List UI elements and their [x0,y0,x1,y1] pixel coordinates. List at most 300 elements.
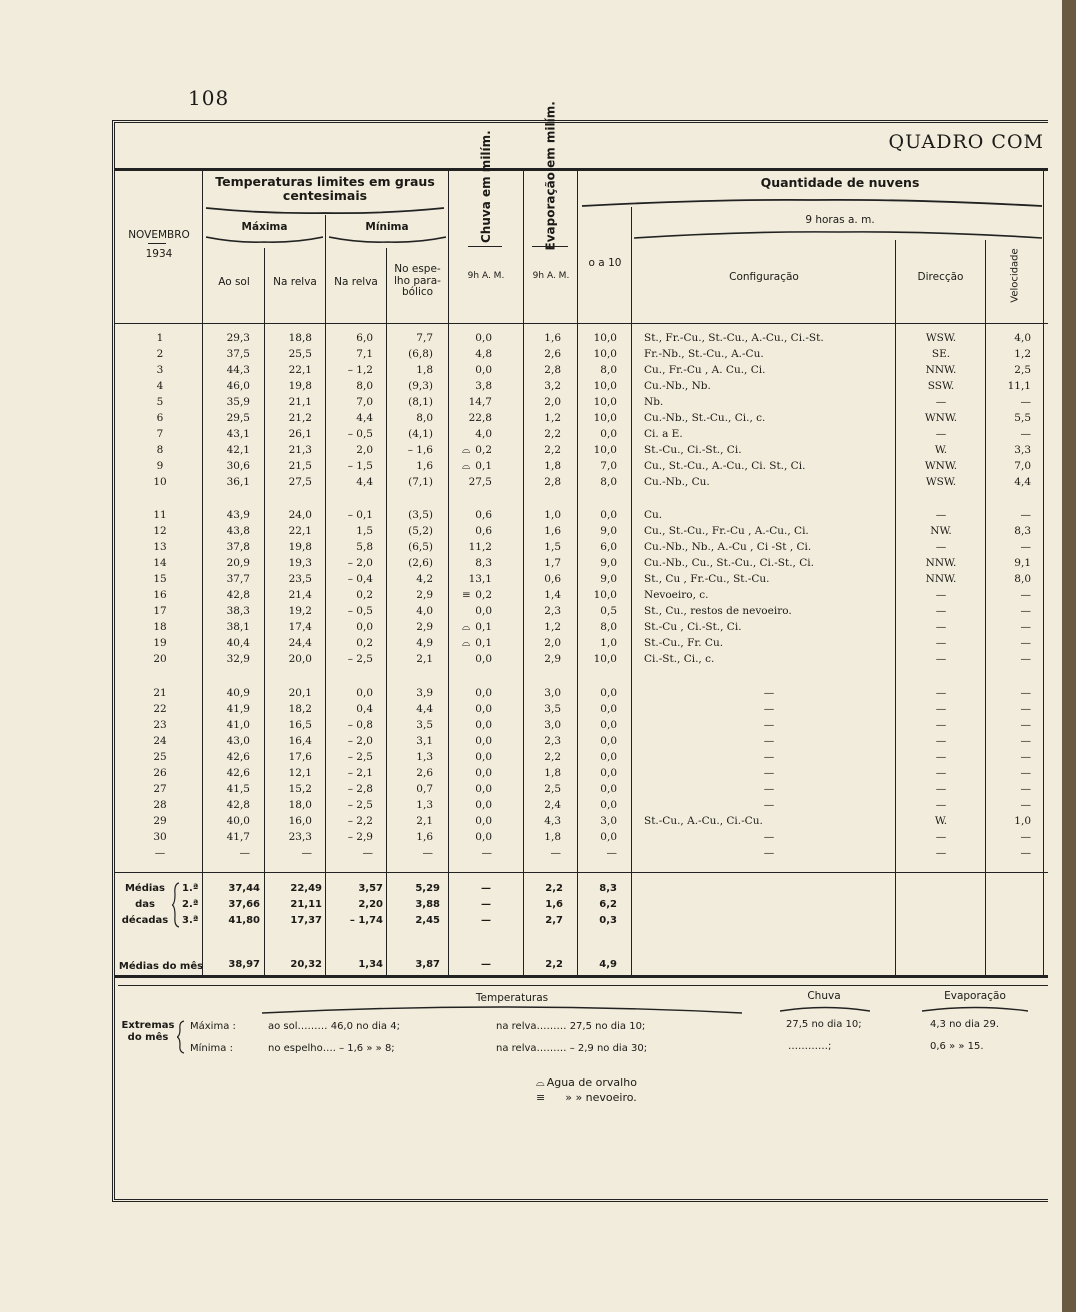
cell-n: 0,0 [600,735,617,747]
max-evaporacao: 4,3 no dia 29. [930,1019,1000,1030]
cell-rm: 19,8 [288,541,312,553]
cell-dir: WNW. [924,460,958,472]
legend-nevoeiro-text: » » nevoeiro. [565,1091,637,1104]
col-rule [448,168,449,975]
espelho-header: No espe- lho para- bólico [394,263,441,299]
cell-rn: – 0,1 [347,509,373,521]
cell-c: 0,0 [475,767,492,779]
cell-n: 10,0 [593,589,617,601]
cell-dir: — [935,509,947,521]
cell-rm: 20,1 [288,687,312,699]
cell-rn: 1,5 [356,525,373,537]
cell-ev: 3,0 [544,687,561,699]
cell-cf: Cu. [644,509,663,521]
fog-icon: ≡ [536,1091,546,1104]
cell-s: 38,3 [226,605,250,617]
col-rule [895,240,896,975]
cell-e: 2,1 [416,815,433,827]
col-rule [386,248,387,975]
cell-s: 43,1 [226,428,250,440]
cell-c: 4,0 [475,428,492,440]
legend-orvalho [536,1076,637,1090]
cell-v: — [1020,653,1031,665]
cell-v: — [1020,783,1031,795]
cell-c: 0,0 [475,332,492,344]
cell-cf: St., Fr.-Cu., St.-Cu., A.-Cu., Ci.-St. [644,332,824,344]
cell-c: 0,0 [475,719,492,731]
decade-mean-rm: 21,11 [290,899,322,910]
dew-icon: ⌓ [462,637,471,649]
decadas-label: décadas [121,915,169,926]
cell-cf: Cu.-Nb., Cu. [644,476,710,488]
fog-icon: ≡ [462,589,471,601]
decade-mean-ev: 1,6 [545,899,563,910]
cell-rn: 6,0 [356,332,373,344]
cell-e: (2,6) [408,557,433,569]
cell-s: 43,9 [226,509,250,521]
cell-rn: – 2,5 [347,751,373,763]
cell-e: 1,3 [416,799,433,811]
cell-ev: 1,6 [544,525,561,537]
chuva-header: Chuva em milím. [479,130,493,243]
cell-d: 13 [153,541,167,553]
decade-mean-ev: 2,2 [545,883,563,894]
cell-v: 2,5 [1014,364,1031,376]
cell-rn: – 1,5 [347,460,373,472]
cell-c: 0,6 [475,509,492,521]
cell-ev: 2,3 [544,605,561,617]
evaporacao-header: Evaporação em milím. [543,101,558,251]
evaporacao-rule [532,246,568,247]
cell-rn: – 2,5 [347,653,373,665]
maxima-brace [206,236,323,244]
cell-ev: 1,5 [544,541,561,553]
cell-dir: — [935,783,947,795]
cell-s: 37,5 [226,348,250,360]
cell-c: 0,0 [475,751,492,763]
decade-mean-c: — [481,883,491,894]
cell-c: 0,0 [475,653,492,665]
cell-dir: SSW. [927,380,955,392]
medias-bottom-rule [115,975,1048,978]
cell-n: 10,0 [593,412,617,424]
cell-ev: 2,6 [544,348,561,360]
cell-dir: — [935,751,947,763]
cell-d: 23 [153,719,167,731]
cell-dir: NW. [930,525,952,537]
cell-cf: — [763,703,775,715]
extremas-temperaturas-header: Temperaturas [475,992,549,1004]
cell-n: 8,0 [600,621,617,633]
cell-d: 5 [156,396,164,408]
cell-ev: 2,8 [544,476,561,488]
cell-dir: W. [934,444,948,456]
medias-label: Médias [124,883,166,894]
cell-dir: NNW. [925,364,957,376]
cell-c: 11,2 [468,541,492,553]
cell-ev: 2,9 [544,653,561,665]
header-top-rule [115,168,1048,171]
cell-s: 41,0 [226,719,250,731]
cell-rn: 5,8 [356,541,373,553]
decade-mean-ev: 2,7 [545,915,563,926]
nove-horas-header: 9 horas a. m. [805,214,875,226]
cell-rm: 21,5 [288,460,312,472]
cell-ev: 2,3 [544,735,561,747]
cell-rn: 7,1 [356,348,373,360]
cell-rn: – 2,2 [347,815,373,827]
cell-n: 10,0 [593,348,617,360]
cell-s: 42,6 [226,767,250,779]
cell-n: 7,0 [600,460,617,472]
cell-c: 0,0 [475,605,492,617]
cell-v: — [1020,428,1031,440]
cell-n: — [606,847,617,859]
cell-cf: — [763,719,775,731]
min-no-espelho: no espelho…. – 1,6 » » 8; [268,1043,395,1054]
cell-cf: — [763,767,775,779]
cell-c: 3,8 [475,380,492,392]
body-bottom-rule [115,872,1048,873]
month-mean-ev: 2,2 [545,959,563,970]
month-mean-c: — [481,959,491,970]
cell-d: 25 [153,751,167,763]
cell-d: 18 [153,621,167,633]
decade-ordinal: 1.ª [182,883,199,894]
cell-d: 15 [153,573,167,585]
cell-n: 10,0 [593,653,617,665]
cell-cf: Cu.-Nb., Cu., St.-Cu., Ci.-St., Ci. [644,557,814,569]
cell-d: 8 [156,444,164,456]
dew-icon: ⌓ [462,444,471,456]
cell-cf: St., Cu., restos de nevoeiro. [644,605,792,617]
cell-e: 1,6 [416,831,433,843]
cell-dir: — [935,687,947,699]
cell-dir: — [935,653,947,665]
cell-n: 0,0 [600,831,617,843]
cell-rm: 20,0 [288,653,312,665]
cell-d: — [154,847,166,859]
extremas-temperaturas-brace [262,1006,742,1014]
cell-n: 0,0 [600,703,617,715]
cell-d: 14 [153,557,167,569]
cell-dir: WSW. [925,476,957,488]
cell-c: 0,1 [475,637,492,649]
cell-dir: — [935,621,947,633]
cell-c: 27,5 [468,476,492,488]
max-chuva: 27,5 no dia 10; [786,1019,862,1030]
cell-ev: 1,0 [544,509,561,521]
book-spine [1062,0,1076,1312]
temperature-group-header: Temperaturas limites em graus centesimais [215,174,435,203]
cell-v: — [1020,605,1031,617]
cell-d: 6 [156,412,164,424]
extremas-brace [177,1020,185,1054]
legend-nevoeiro [536,1091,637,1105]
cell-rm: 17,4 [288,621,312,633]
cell-ev: 2,4 [544,799,561,811]
das-label: das [135,899,155,910]
min-evaporacao: 0,6 » » 15. [930,1041,984,1052]
ao-sol-header: Ao sol [218,276,250,288]
cell-rm: 23,5 [288,573,312,585]
decade-mean-rn: – 1,74 [349,915,383,926]
month-mean-rn: 1,34 [358,959,383,970]
cell-rm: 25,5 [288,348,312,360]
cell-cf: — [763,799,775,811]
cell-d: 30 [153,831,167,843]
cell-e: 3,5 [416,719,433,731]
cell-e: 4,2 [416,573,433,585]
cell-dir: — [935,589,947,601]
cell-e: (5,2) [408,525,433,537]
cell-c: 13,1 [468,573,492,585]
cell-rn: 4,4 [356,412,373,424]
cell-d: 7 [156,428,164,440]
cell-rn: 8,0 [356,380,373,392]
cell-d: 22 [153,703,167,715]
cell-e: (8,1) [408,396,433,408]
cell-s: 42,1 [226,444,250,456]
cell-d: 29 [153,815,167,827]
cell-n: 0,5 [600,605,617,617]
cell-rn: 0,2 [356,637,373,649]
min-chuva: …………; [788,1041,832,1052]
cell-e: 2,6 [416,767,433,779]
cell-n: 10,0 [593,396,617,408]
cell-v: 8,3 [1014,525,1031,537]
cell-e: (6,8) [408,348,433,360]
cell-rm: 21,1 [288,396,312,408]
cell-c: 4,8 [475,348,492,360]
cell-dir: WSW. [925,332,957,344]
month-mean-n: 4,9 [599,959,617,970]
decade-mean-c: — [481,899,491,910]
cell-cf: St., Cu , Fr.-Cu., St.-Cu. [644,573,770,585]
cell-n: 0,0 [600,719,617,731]
cell-s: 40,9 [226,687,250,699]
cell-ev: 2,2 [544,751,561,763]
cell-rm: 18,8 [288,332,312,344]
cell-ev: 1,8 [544,831,561,843]
cell-ev: 1,2 [544,412,561,424]
cell-s: 41,7 [226,831,250,843]
header-bottom-rule [115,323,1048,324]
cell-ev: 2,0 [544,637,561,649]
cell-rn: – 2,0 [347,557,373,569]
cell-s: 40,0 [226,815,250,827]
cell-rm: 22,1 [288,364,312,376]
cell-rn: – 0,4 [347,573,373,585]
cell-rn: – 2,1 [347,767,373,779]
cell-cf: Cu., St.-Cu., Fr.-Cu , A.-Cu., Ci. [644,525,809,537]
dew-icon: ⌓ [462,621,471,633]
cell-n: 0,0 [600,687,617,699]
cell-s: 42,8 [226,589,250,601]
cell-cf: Fr.-Nb., St.-Cu., A.-Cu. [644,348,764,360]
nuvens-brace [582,198,1042,208]
cell-rm: 15,2 [288,783,312,795]
cell-c: 0,1 [475,460,492,472]
cell-c: 0,0 [475,799,492,811]
col-rule [631,207,632,975]
cell-dir: — [935,767,947,779]
cell-e: 3,9 [416,687,433,699]
cell-d: 9 [156,460,164,472]
cell-ev: 3,0 [544,719,561,731]
cell-dir: — [935,831,947,843]
cell-rn: – 0,5 [347,605,373,617]
cell-rm: 21,2 [288,412,312,424]
cell-ev: 2,2 [544,444,561,456]
extremas-evaporacao-header: Evaporação [944,990,1006,1002]
cell-e: 0,7 [416,783,433,795]
extremas-evaporacao-brace [922,1004,1028,1012]
cell-rm: 24,0 [288,509,312,521]
temperature-brace [206,207,444,215]
na-relva-max-header: Na relva [273,276,317,288]
month-mean-e: 3,87 [415,959,440,970]
cell-e: (9,3) [408,380,433,392]
cell-v: 11,1 [1007,380,1031,392]
configuracao-header: Configuração [729,271,799,283]
cell-ev: 1,8 [544,767,561,779]
cell-s: 38,1 [226,621,250,633]
cell-v: 5,5 [1014,412,1031,424]
extremas-chuva-brace [780,1004,870,1012]
maxima-label: Máxima : [190,1021,236,1032]
cell-c: 14,7 [468,396,492,408]
cell-s: 37,8 [226,541,250,553]
decade-mean-s: 37,66 [228,899,260,910]
col-rule [325,215,326,975]
cell-rm: 26,1 [288,428,312,440]
decade-mean-rm: 22,49 [290,883,322,894]
extremas-top-rule [118,985,1048,986]
cell-cf: Cu., Fr.-Cu , A. Cu., Ci. [644,364,766,376]
cell-ev: 1,8 [544,460,561,472]
cell-dir: — [935,541,947,553]
chuva-rule [468,246,502,247]
cell-e: 3,1 [416,735,433,747]
cell-rm: — [301,847,312,859]
cell-cf: Nevoeiro, c. [644,589,709,601]
cell-cf: St.-Cu., Fr. Cu. [644,637,724,649]
extremas-chuva-header: Chuva [807,990,841,1002]
maxima-header: Máxima [241,221,288,233]
cell-cf: Cu., St.-Cu., A.-Cu., Ci. St., Ci. [644,460,806,472]
decade-mean-rm: 17,37 [290,915,322,926]
col-rule [523,168,524,975]
cell-dir: SE. [931,348,951,360]
cell-ev: 3,5 [544,703,561,715]
nuvens-header: Quantidade de nuvens [760,175,920,190]
cell-e: 4,4 [416,703,433,715]
cell-rm: 21,4 [288,589,312,601]
cell-ev: 2,2 [544,428,561,440]
cell-rn: – 2,9 [347,831,373,843]
cell-dir: — [935,637,947,649]
decade-mean-e: 3,88 [415,899,440,910]
cell-d: 2 [156,348,164,360]
cell-rn: 0,0 [356,687,373,699]
cell-v: — [1020,509,1031,521]
cell-cf: — [763,847,775,859]
cell-rn: 0,4 [356,703,373,715]
cell-rm: 16,4 [288,735,312,747]
cell-v: — [1020,751,1031,763]
nove-horas-brace [634,230,1042,240]
cell-n: 0,0 [600,509,617,521]
cell-dir: W. [934,815,948,827]
minima-header: Mínima [365,221,409,233]
cell-rn: – 0,8 [347,719,373,731]
cell-d: 17 [153,605,167,617]
cell-cf: St.-Cu., A.-Cu., Ci.-Cu. [644,815,763,827]
cell-e: 7,7 [416,332,433,344]
cell-s: 20,9 [226,557,250,569]
cell-cf: Nb. [644,396,664,408]
cell-v: 3,3 [1014,444,1031,456]
cell-e: — [422,847,433,859]
cell-dir: NNW. [925,573,957,585]
cell-cf: Cu.-Nb., St.-Cu., Ci., c. [644,412,766,424]
cell-e: 2,1 [416,653,433,665]
cell-e: 2,9 [416,589,433,601]
decade-ordinal: 2.ª [182,899,199,910]
cell-s: 42,8 [226,799,250,811]
cell-n: 0,0 [600,428,617,440]
hour-9-evap-header: 9h A. M. [532,271,570,281]
cell-v: — [1020,703,1031,715]
cell-rm: 19,3 [288,557,312,569]
cell-d: 12 [153,525,167,537]
decade-mean-s: 37,44 [228,883,260,894]
cell-v: 9,1 [1014,557,1031,569]
cell-n: 0,0 [600,783,617,795]
cell-d: 4 [156,380,164,392]
cell-d: 27 [153,783,167,795]
cell-rm: 21,3 [288,444,312,456]
direccao-header: Direcção [917,271,964,283]
cell-v: — [1020,621,1031,633]
decade-mean-n: 8,3 [599,883,617,894]
cell-v: 4,0 [1014,332,1031,344]
cell-s: 41,5 [226,783,250,795]
cell-ev: 1,6 [544,332,561,344]
cell-v: 8,0 [1014,573,1031,585]
col-rule [577,168,578,975]
cell-cf: — [763,751,775,763]
cell-s: 43,0 [226,735,250,747]
cell-rn: — [362,847,373,859]
cell-rm: 18,2 [288,703,312,715]
cell-c: 0,0 [475,831,492,843]
cell-dir: — [935,703,947,715]
cell-e: (7,1) [408,476,433,488]
cell-dir: — [935,396,947,408]
cell-ev: — [550,847,561,859]
extremas-label: Extremas do mês [121,1020,175,1043]
cell-d: 20 [153,653,167,665]
cell-dir: — [935,605,947,617]
cell-rm: 18,0 [288,799,312,811]
cell-v: — [1020,767,1031,779]
month-header: NOVEMBRO [128,229,190,241]
cell-s: 41,9 [226,703,250,715]
cell-ev: 1,2 [544,621,561,633]
cell-v: 4,4 [1014,476,1031,488]
